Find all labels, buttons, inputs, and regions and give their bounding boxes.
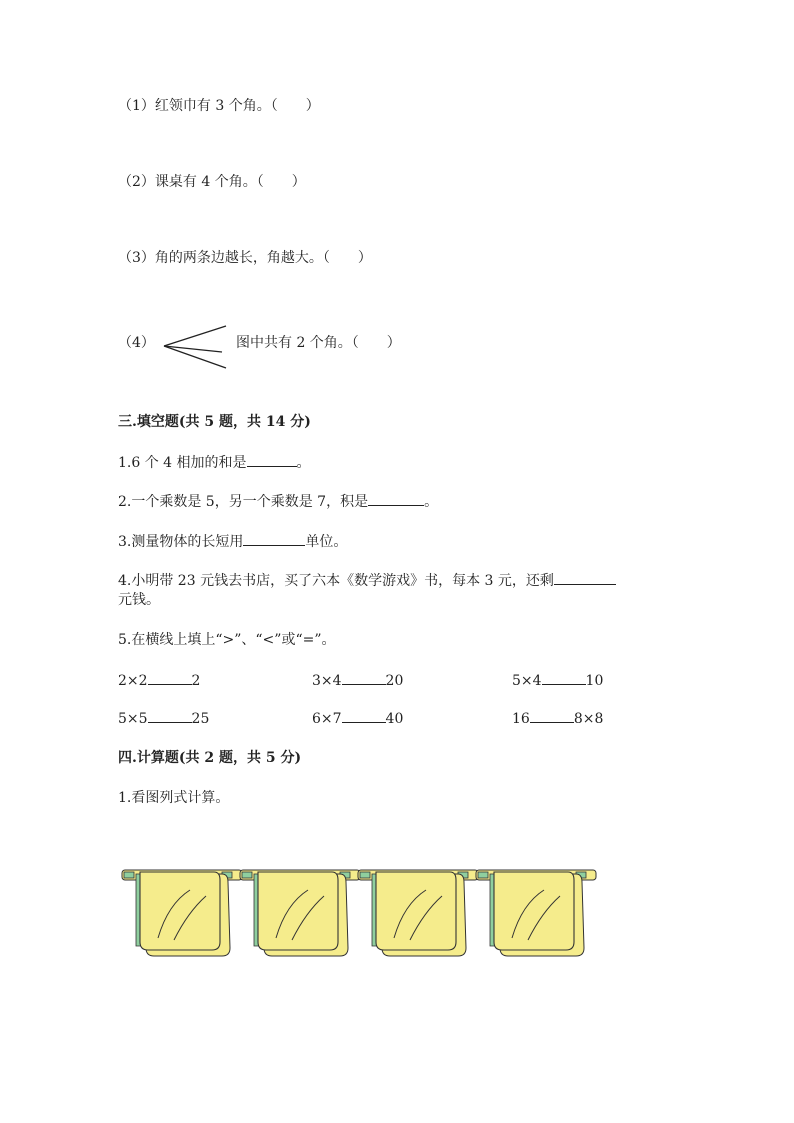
angle-figure	[160, 322, 230, 370]
fill-q4-end: 元钱。	[118, 592, 160, 608]
answer-blank[interactable]	[530, 708, 574, 723]
rail-bracket	[478, 872, 488, 878]
compare-right: 20	[385, 673, 404, 689]
judge-item-4-prefix: （4）	[118, 335, 155, 351]
compare-item	[512, 708, 603, 729]
fill-q1-text: 1.6 个 4 相加的和是	[118, 455, 247, 471]
section4-title: 四.计算题(共 2 题，共 5 分)	[118, 750, 302, 766]
towel-front	[140, 872, 220, 950]
answer-blank[interactable]	[148, 708, 192, 723]
fill-q3-text: 3.测量物体的长短用	[118, 534, 244, 550]
section3-title: 三.填空题(共 5 题，共 14 分)	[118, 414, 311, 430]
answer-blank[interactable]	[342, 708, 386, 723]
rail-bracket	[124, 872, 134, 878]
towel-front	[494, 872, 574, 950]
answer-blank[interactable]	[247, 452, 297, 467]
fill-q4	[118, 570, 616, 591]
towel-front	[376, 872, 456, 950]
judge-item-3: （3）角的两条边越长，角越大。（ ）	[118, 250, 372, 266]
compare-right: 8×8	[573, 711, 604, 727]
compare-left: 16	[512, 711, 530, 727]
answer-blank[interactable]	[554, 570, 616, 585]
answer-blank[interactable]	[148, 670, 192, 685]
towel-front	[258, 872, 338, 950]
compare-right: 40	[385, 711, 404, 727]
fill-q4-text: 4.小明带 23 元钱去书店，买了六本《数学游戏》书，每本 3 元，还剩	[118, 573, 554, 589]
compare-item	[512, 670, 603, 691]
judge-item-2: （2）课桌有 4 个角。（ ）	[118, 174, 306, 190]
compare-right: 2	[191, 673, 201, 689]
compare-left: 6×7	[312, 711, 342, 727]
fill-q3-end: 单位。	[305, 534, 348, 550]
compare-left: 5×5	[118, 711, 148, 727]
calc-q1: 1.看图列式计算。	[118, 790, 230, 806]
fill-q3	[118, 531, 347, 552]
fill-q1	[118, 452, 311, 473]
fill-q2	[118, 491, 438, 512]
compare-left: 2×2	[118, 673, 148, 689]
answer-blank[interactable]	[342, 670, 386, 685]
fill-q2-text: 2.一个乘数是 5，另一个乘数是 7，积是	[118, 494, 369, 510]
answer-blank[interactable]	[368, 491, 424, 506]
answer-blank[interactable]	[542, 670, 586, 685]
compare-right: 10	[585, 673, 604, 689]
answer-blank[interactable]	[243, 531, 305, 546]
compare-item	[312, 708, 403, 729]
judge-item-1: （1）红领巾有 3 个角。（ ）	[118, 98, 320, 114]
towels-illustration	[120, 860, 600, 960]
rail-bracket	[360, 872, 370, 878]
fill-q1-end: 。	[296, 455, 311, 471]
compare-left: 5×4	[512, 673, 542, 689]
compare-item	[118, 670, 200, 691]
compare-right: 25	[191, 711, 210, 727]
judge-item-4-text: 图中共有 2 个角。（ ）	[236, 335, 401, 351]
fill-q2-end: 。	[424, 494, 439, 510]
rail-bracket	[242, 872, 252, 878]
compare-item	[118, 708, 209, 729]
compare-item	[312, 670, 403, 691]
fill-q5: 5.在横线上填上“>”、“<”或“=”。	[118, 632, 336, 648]
compare-left: 3×4	[312, 673, 342, 689]
